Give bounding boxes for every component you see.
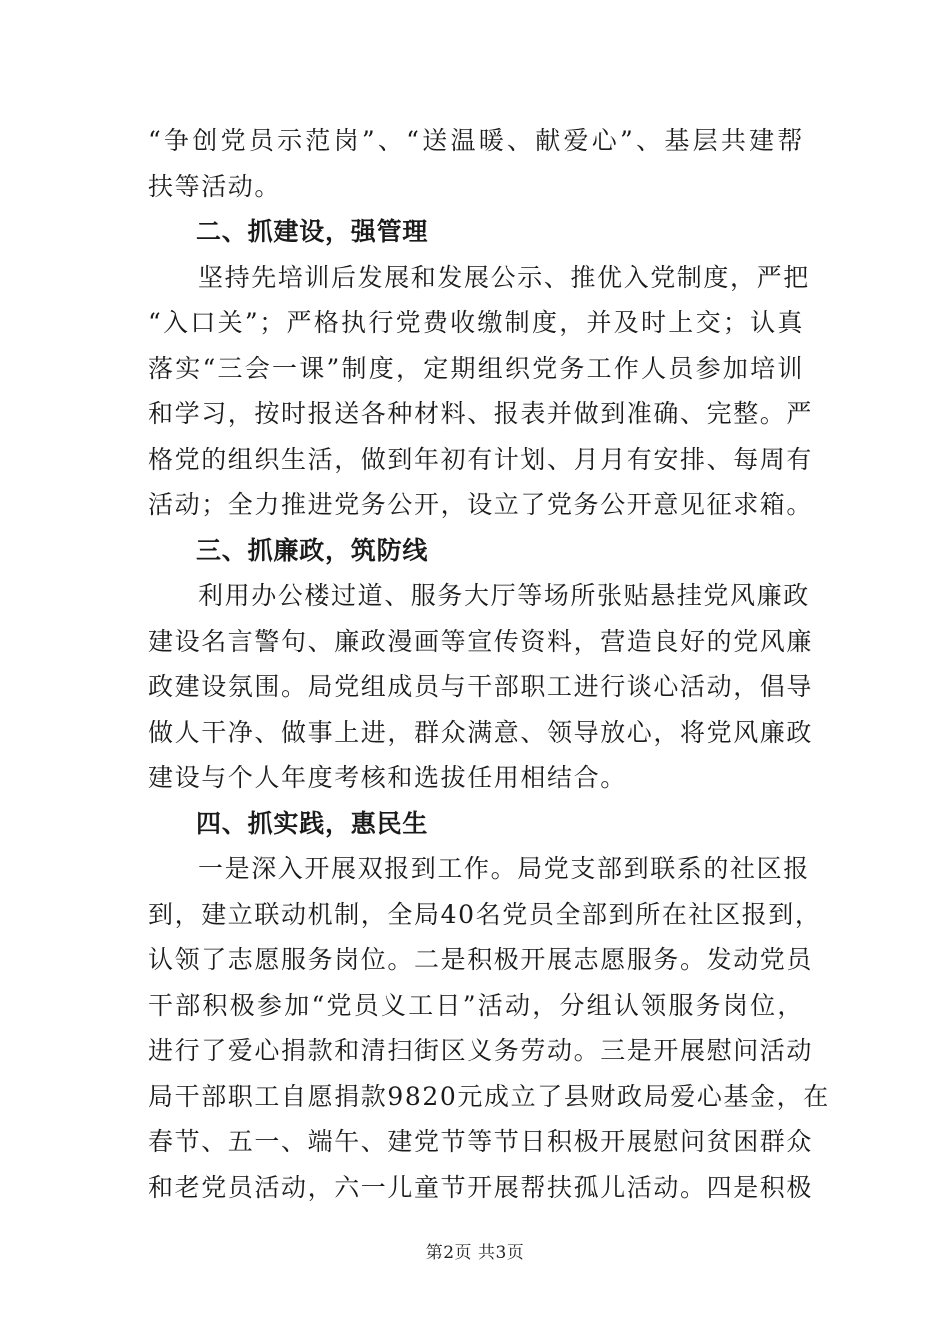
paragraph-line: 建设名言警句、廉政漫画等宣传资料，营造良好的党风廉 [148, 626, 814, 656]
paragraph-line: 局干部职工自愿捐款9820元成立了县财政局爱心基金，在 [148, 1081, 830, 1111]
paragraph-line: 活动；全力推进党务公开，设立了党务公开意见征求箱。 [148, 490, 814, 519]
paragraph-line: 进行了爱心捐款和清扫街区义务劳动。三是开展慰问活动 [148, 1036, 814, 1065]
paragraph-line: 干部积极参加“党员义工日”活动，分组认领服务岗位， [148, 990, 804, 1020]
paragraph-line: 落实“三会一课”制度，定期组织党务工作人员参加培训 [148, 353, 804, 383]
paragraph-line: 利用办公楼过道、服务大厅等场所张贴悬挂党风廉政 [198, 581, 810, 610]
paragraph-line: “入口关”；严格执行党费收缴制度，并及时上交；认真 [148, 308, 804, 337]
paragraph-line: 一是深入开展双报到工作。局党支部到联系的社区报 [198, 854, 810, 883]
paragraph-line: 春节、五一、端午、建党节等节日积极开展慰问贫困群众 [148, 1127, 814, 1156]
document-body [148, 118, 830, 1210]
paragraph-line: 格党的组织生活，做到年初有计划、月月有安排、每周有 [148, 444, 814, 474]
paragraph-line: 和学习，按时报送各种材料、报表并做到准确、完整。严 [148, 399, 814, 428]
paragraph-line: 到，建立联动机制，全局40名党员全部到所在社区报到， [148, 899, 822, 929]
section-heading: 四、抓实践，惠民生 [196, 808, 429, 838]
paragraph-line: 建设与个人年度考核和选拔任用相结合。 [148, 763, 627, 792]
paragraph-line: 扶等活动。 [148, 171, 282, 201]
section-heading: 二、抓建设，强管理 [196, 217, 429, 246]
paragraph-line: 做人干净、做事上进，群众满意、领导放心，将党风廉政 [148, 717, 814, 747]
paragraph-line: 政建设氛围。局党组成员与干部职工进行谈心活动，倡导 [148, 672, 814, 701]
paragraph-line: “争创党员示范岗”、“送温暖、献爱心”、基层共建帮 [148, 126, 804, 155]
paragraph-line: 认领了志愿服务岗位。二是积极开展志愿服务。发动党员 [148, 945, 814, 974]
page-number-footer: 第2页 共3页 [425, 1243, 525, 1263]
paragraph-line: 和老党员活动，六一儿童节开展帮扶孤儿活动。四是积极 [148, 1172, 814, 1202]
paragraph-line: 坚持先培训后发展和发展公示、推优入党制度，严把 [198, 262, 810, 292]
section-heading: 三、抓廉政，筑防线 [196, 535, 429, 565]
